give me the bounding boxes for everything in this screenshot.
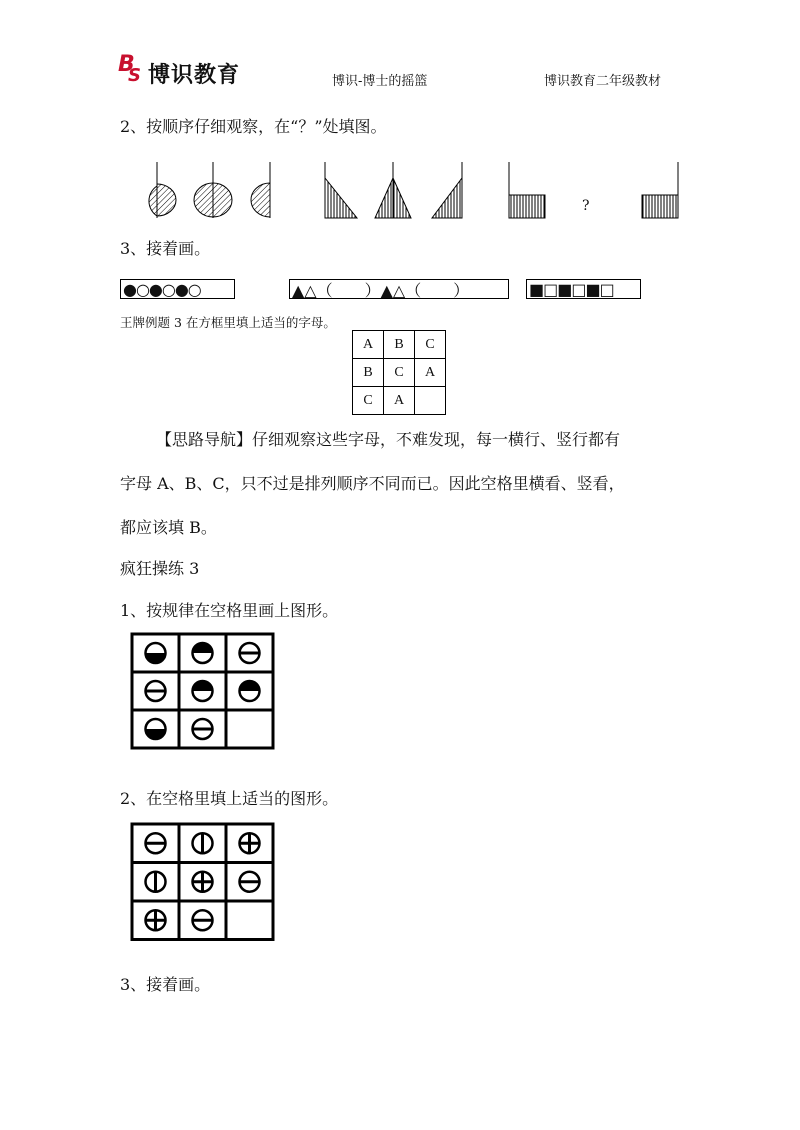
grid-cell: B xyxy=(353,359,384,387)
half-bottom-symbol-icon xyxy=(146,643,166,663)
circle-sequence-box: ●○●○●○ xyxy=(120,279,235,299)
triangle-group xyxy=(325,162,462,218)
analysis-line-3: 都应该填 B。 xyxy=(120,518,217,537)
plus-symbol-icon xyxy=(193,872,213,892)
vbar-symbol-icon xyxy=(146,872,166,892)
practice-title: 疯狂操练 3 xyxy=(120,559,200,578)
half-bottom-symbol-icon xyxy=(146,719,166,739)
question-mark: ? xyxy=(582,198,590,214)
grid-cell: A xyxy=(353,331,384,359)
half-top-symbol-icon xyxy=(193,681,213,701)
grid-cell: C xyxy=(415,331,446,359)
svg-text:B: B xyxy=(118,52,135,77)
minus-symbol-icon xyxy=(146,833,166,853)
grid-cell-blank xyxy=(415,387,446,415)
svg-text:S: S xyxy=(128,65,141,86)
practice-item-3: 3、接着画。 xyxy=(120,975,211,994)
plus-symbol-icon xyxy=(146,910,166,930)
triangle-sequence-box: ▲△（ ）▲△（ ） xyxy=(289,279,509,299)
header-center: 博识-博士的摇篮 xyxy=(332,74,428,89)
grid-cell: C xyxy=(353,387,384,415)
analysis-text xyxy=(120,418,700,550)
symbol-grid-1 xyxy=(130,632,275,750)
minus-symbol-icon xyxy=(193,910,213,930)
question-2: 2、按顺序仔细观察，在“？”处填图。 xyxy=(120,117,387,136)
example-title: 王牌例题 3 在方框里填上适当的字母。 xyxy=(120,315,336,330)
logo-text: 博识教育 xyxy=(148,63,241,88)
plus-symbol-icon xyxy=(240,833,260,853)
minus-symbol-icon xyxy=(146,681,166,701)
letter-grid xyxy=(352,330,446,415)
minus-symbol-icon xyxy=(240,643,260,663)
header-right: 博识教育二年级教材 xyxy=(544,74,662,89)
minus-symbol-icon xyxy=(240,872,260,892)
half-top-symbol-icon xyxy=(240,681,260,701)
practice-item-1: 1、按规律在空格里画上图形。 xyxy=(120,601,339,620)
square-sequence-box: ■□■□■□ xyxy=(526,279,641,299)
half-top-symbol-icon xyxy=(193,643,213,663)
grid-cell: A xyxy=(384,387,415,415)
analysis-line-2: 字母 A、B、C，只不过是排列顺序不同而已。因此空格里横看、竖看， xyxy=(120,474,625,493)
vbar-symbol-icon xyxy=(193,833,213,853)
grid-cell: A xyxy=(415,359,446,387)
analysis-line-1: 【思路导航】仔细观察这些字母，不难发现，每一横行、竖行都有 xyxy=(156,430,621,449)
minus-symbol-icon xyxy=(193,719,213,739)
rectangle-group xyxy=(509,162,678,218)
symbol-grid-2 xyxy=(130,822,275,942)
half-circle-group xyxy=(149,162,270,218)
pattern-sequence-figure xyxy=(0,0,800,240)
grid-cell: C xyxy=(384,359,415,387)
grid-cell: B xyxy=(384,331,415,359)
question-3: 3、接着画。 xyxy=(120,239,211,258)
practice-item-2: 2、在空格里填上适当的图形。 xyxy=(120,789,339,808)
